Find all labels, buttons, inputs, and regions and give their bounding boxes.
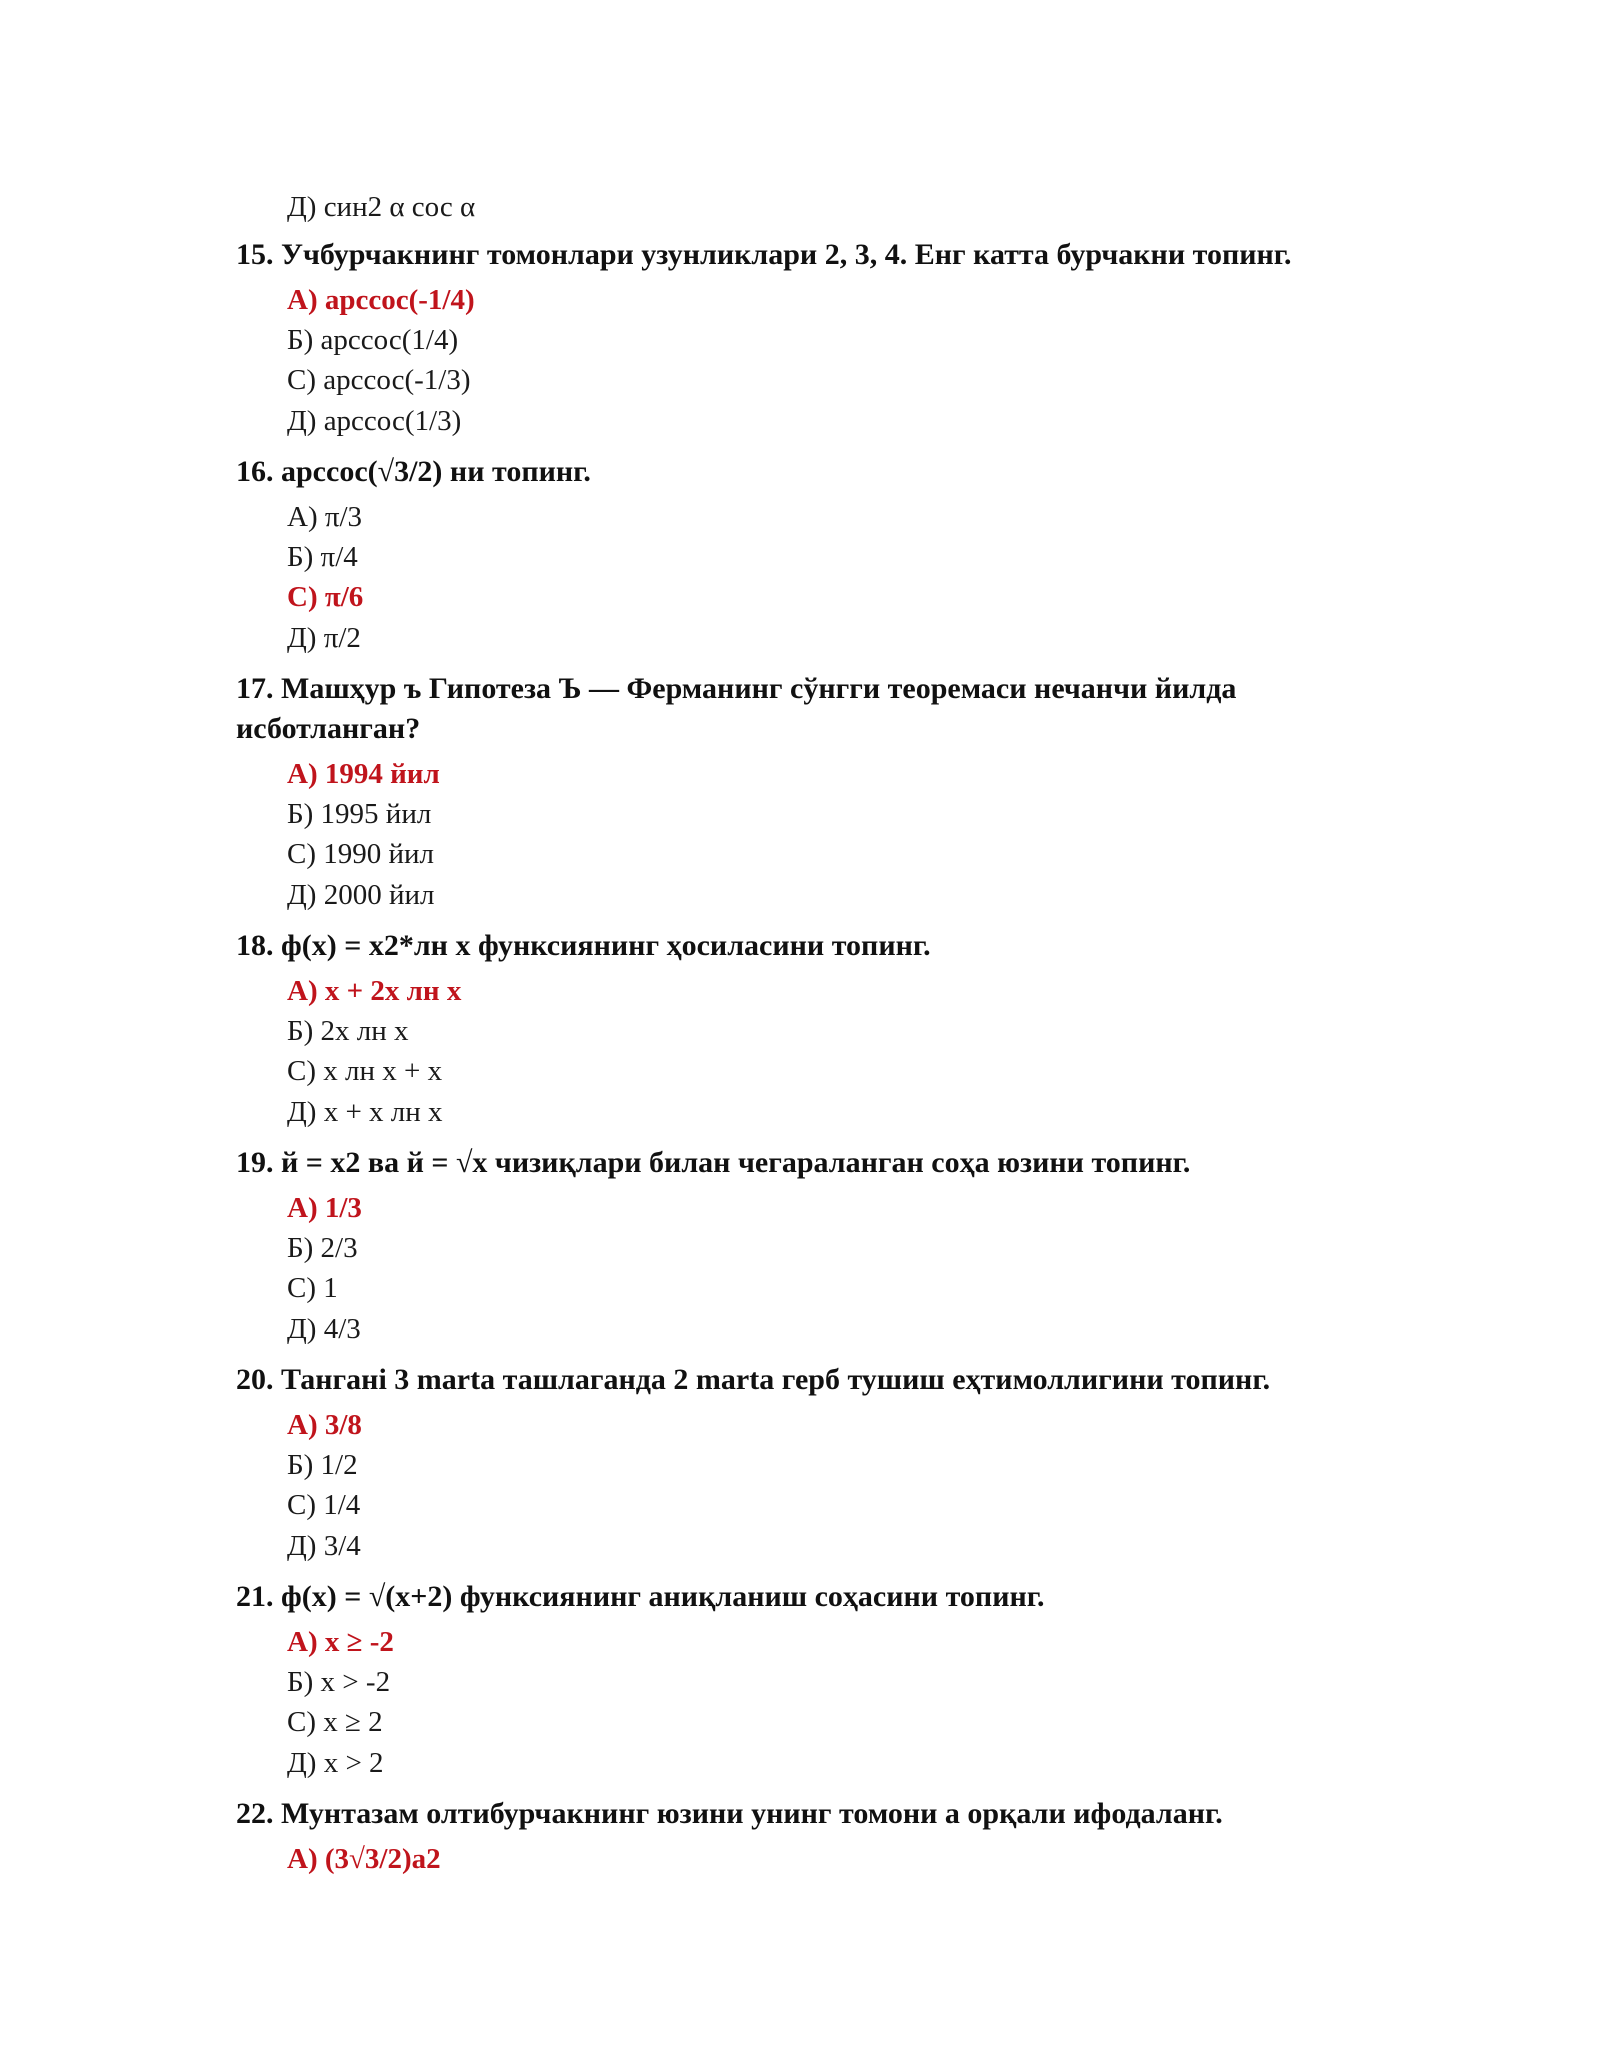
option-c: С) 1990 йил [287,838,435,870]
question-16: 16. арссос(√3/2) ни топинг. [236,455,591,488]
option-d: Д) 2000 йил [287,879,435,911]
option-a-correct: А) 1994 йил [287,758,440,790]
option-b: Б) 1/2 [287,1449,358,1481]
option-c: С) х ≥ 2 [287,1706,383,1738]
option-c-correct: С) π/6 [287,581,364,613]
option-a-correct: А) (3√3/2)а2 [287,1843,441,1875]
option-d: Д) х + х лн х [287,1096,443,1128]
question-15: 15. Учбурчакнинг томонлари узунликлари 2, 3, 4. Енг катта бурчакни топинг. [236,238,1292,271]
option-a-correct: А) 1/3 [287,1192,362,1224]
option-a-correct: А) х ≥ -2 [287,1626,394,1658]
option-b: Б) π/4 [287,541,358,573]
option-d: Д) син2 α сос α [287,191,476,223]
option-b: Б) 2х лн х [287,1015,409,1047]
option-b: Б) х > -2 [287,1666,391,1698]
option-a-correct: А) х + 2х лн х [287,975,462,1007]
option-a-correct: А) арссос(-1/4) [287,284,475,316]
option-a-correct: А) 3/8 [287,1409,362,1441]
question-18: 18. ф(х) = х2*лн х функсиянинг ҳосиласини топинг. [236,929,931,962]
option-c: С) 1 [287,1272,338,1304]
option-a: А) π/3 [287,501,363,533]
question-17-line-2: исботланган? [236,712,421,745]
option-b: Б) 2/3 [287,1232,358,1264]
option-c: С) х лн х + х [287,1055,443,1087]
option-d: Д) π/2 [287,622,361,654]
option-d: Д) х > 2 [287,1747,384,1779]
question-20: 20. Тангані 3 marta ташлаганда 2 marta герб тушиш еҳтимоллигини топинг. [236,1363,1271,1396]
question-17-line-1: 17. Машҳур ъ Гипотеза Ъ — Ферманинг сўнгги теоремаси нечанчи йилда [236,672,1237,705]
option-b: Б) арссос(1/4) [287,324,459,356]
option-d: Д) 4/3 [287,1313,361,1345]
option-c: С) 1/4 [287,1489,361,1521]
option-d: Д) арссос(1/3) [287,405,462,437]
question-21: 21. ф(х) = √(х+2) функсиянинг аниқланиш соҳасини топинг. [236,1580,1045,1613]
option-d: Д) 3/4 [287,1530,361,1562]
question-19: 19. й = х2 ва й = √х чизиқлари билан чегараланган соҳа юзини топинг. [236,1146,1191,1179]
option-c: С) арссос(-1/3) [287,364,471,396]
question-22: 22. Мунтазам олтибурчакнинг юзини унинг томони а орқали ифодаланг. [236,1797,1223,1830]
option-b: Б) 1995 йил [287,798,432,830]
